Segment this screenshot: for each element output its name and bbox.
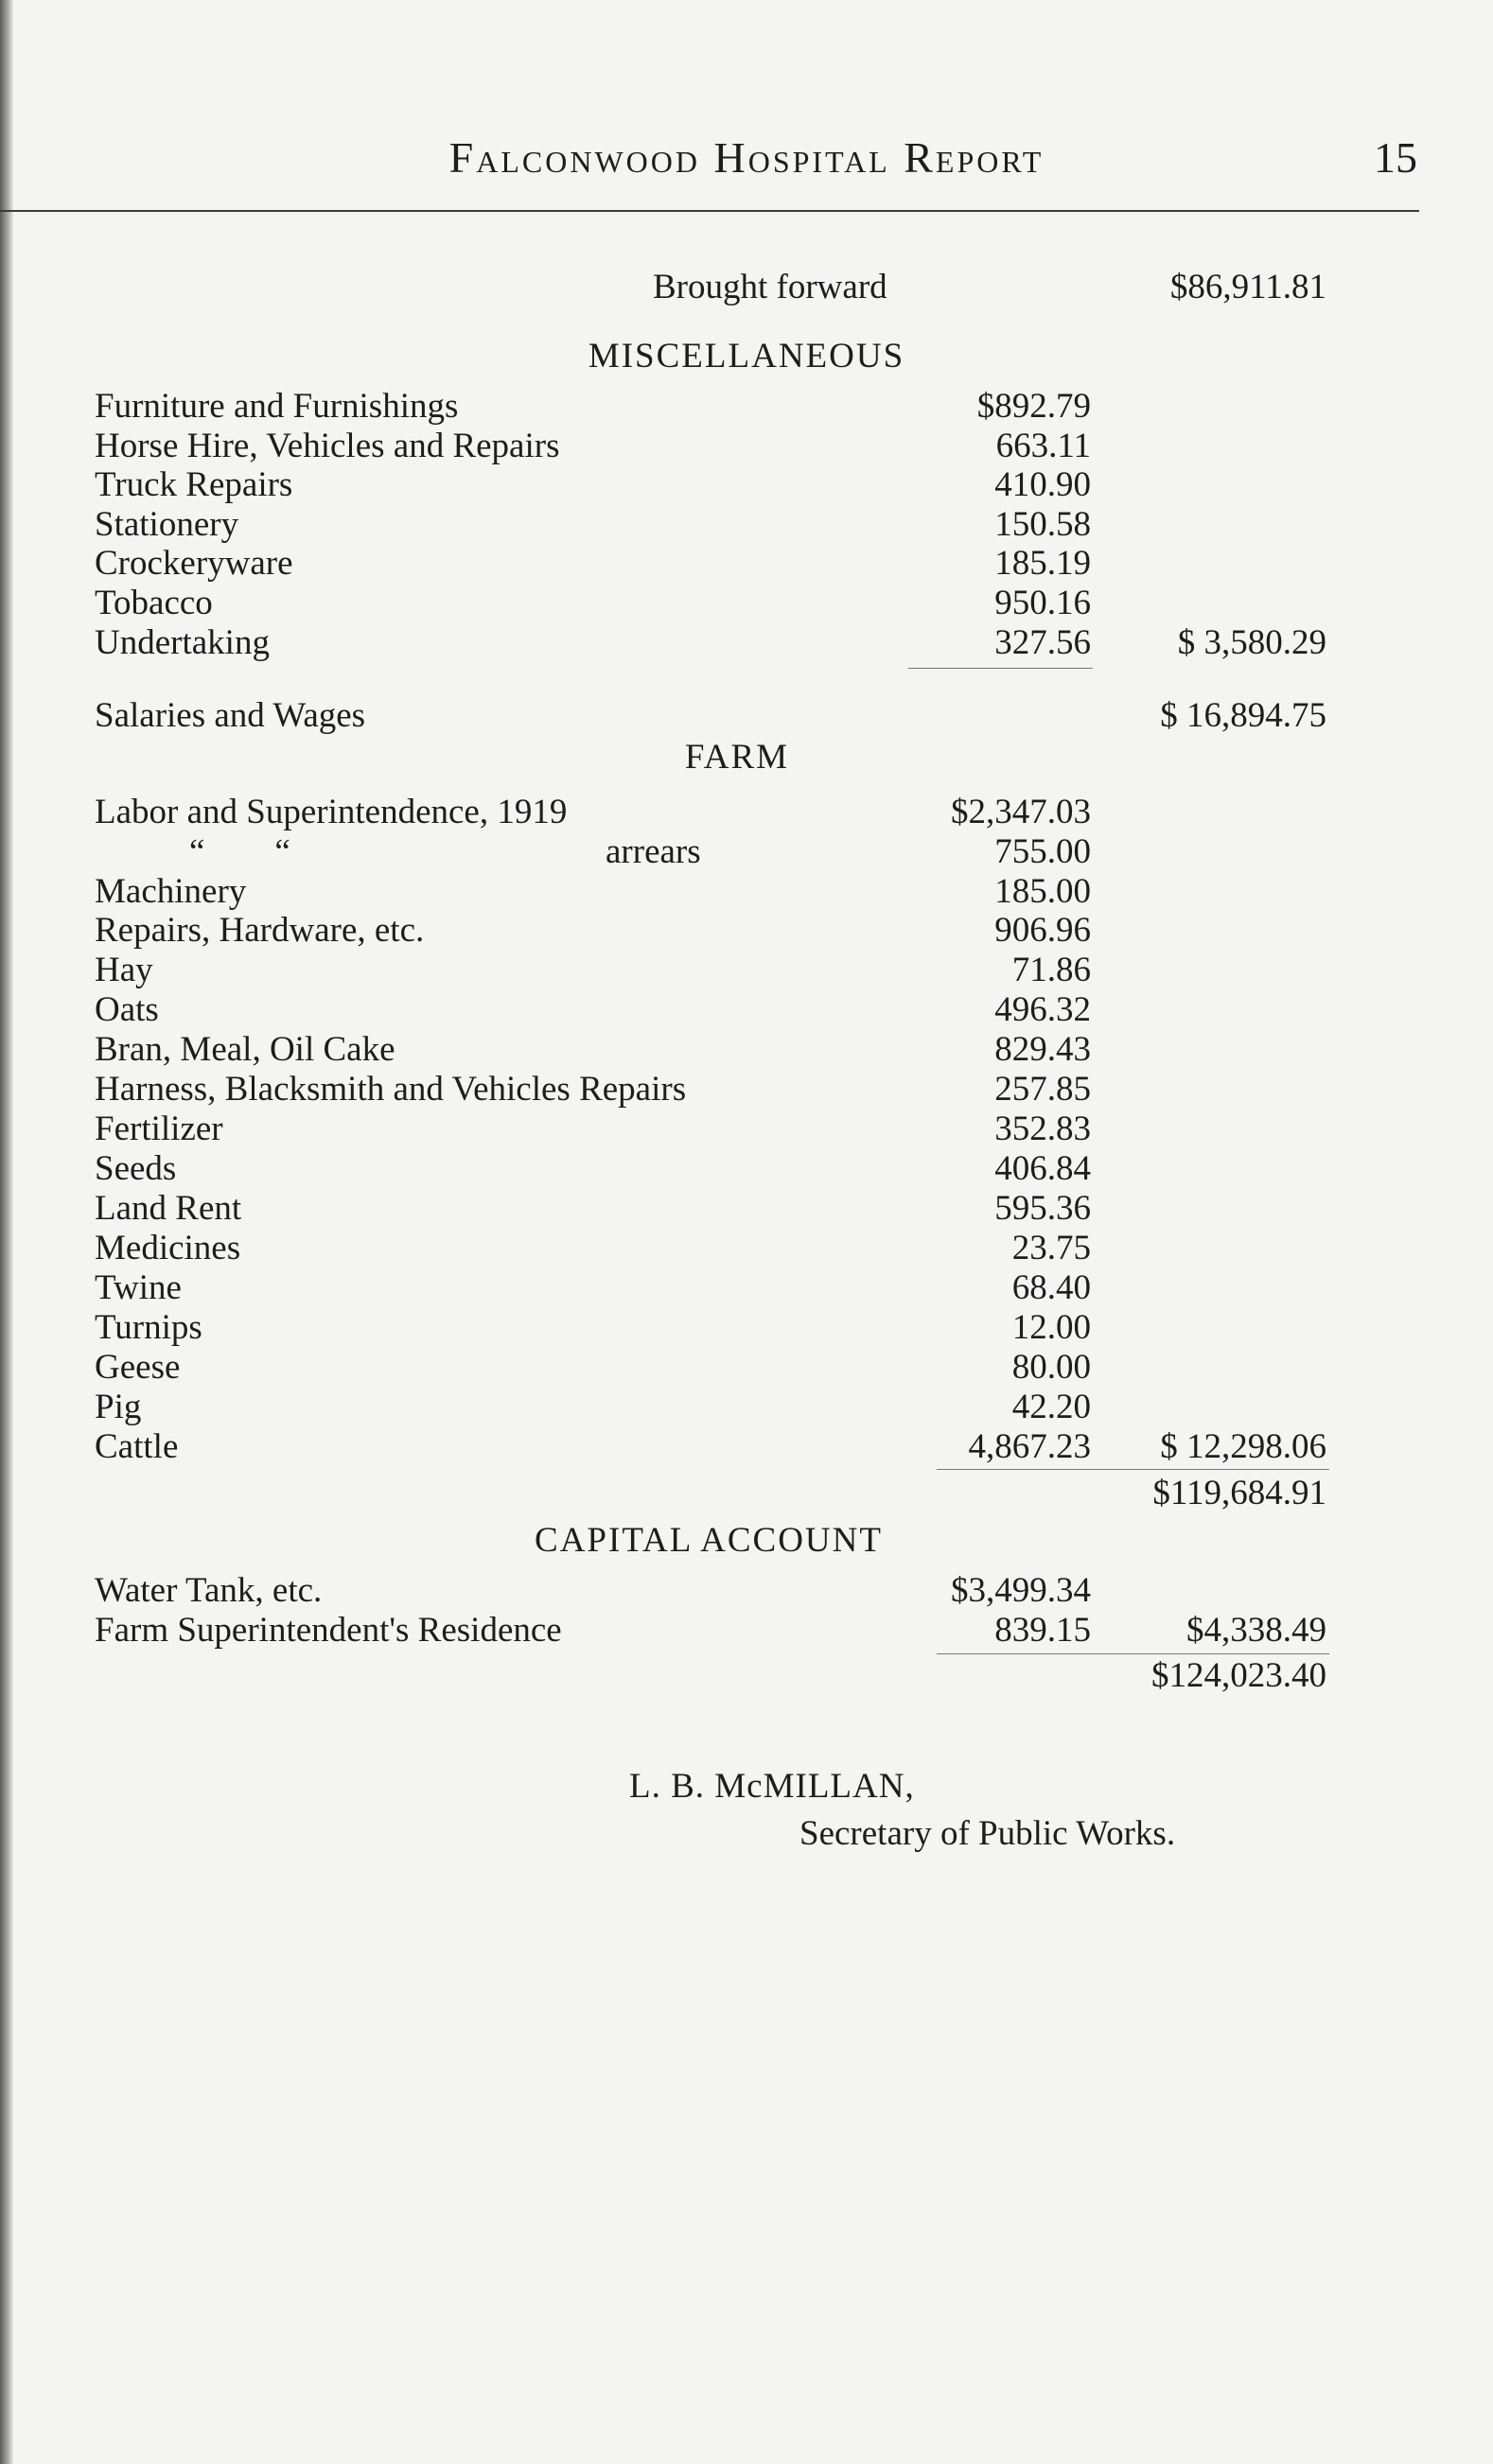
salaries-amount: $ 16,894.75: [1160, 696, 1326, 735]
farm-item-amount: 42.20: [1011, 1388, 1091, 1426]
capital-item-label: Water Tank, etc.: [95, 1571, 323, 1610]
misc-item-label: Furniture and Furnishings: [95, 387, 459, 426]
farm-item-label: Hay: [95, 951, 153, 989]
misc-item-label: Truck Repairs: [95, 465, 293, 504]
capital-sum-rule: [937, 1653, 1329, 1654]
farm-item-amount: 406.84: [994, 1149, 1091, 1188]
farm-item-label: Medicines: [95, 1229, 241, 1267]
misc-item-amount: 950.16: [994, 584, 1091, 622]
misc-item-amount: 185.19: [994, 544, 1091, 583]
misc-item-amount: 150.58: [994, 505, 1091, 544]
farm-item-amount: 80.00: [1011, 1348, 1091, 1387]
capital-total: $4,338.49: [1186, 1611, 1326, 1650]
farm-item-label: Cattle: [95, 1427, 179, 1466]
page-number: 15: [1374, 133, 1417, 182]
misc-item-amount: 327.56: [994, 623, 1091, 662]
misc-item-amount: $892.79: [976, 387, 1091, 426]
misc-item-amount: 663.11: [995, 427, 1091, 465]
farm-item-amount: 71.86: [1011, 951, 1091, 989]
running-total: $119,684.91: [1152, 1474, 1326, 1512]
farm-item-amount: 12.00: [1011, 1308, 1091, 1347]
farm-item-sublabel: arrears: [606, 832, 701, 871]
capital-heading: CAPITAL ACCOUNT: [535, 1521, 883, 1560]
farm-item-label: Bran, Meal, Oil Cake: [95, 1030, 395, 1069]
running-header: Falconwood Hospital Report: [448, 133, 1045, 182]
farm-item-amount: 68.40: [1011, 1268, 1091, 1307]
farm-total: $ 12,298.06: [1160, 1427, 1326, 1466]
farm-heading: FARM: [684, 738, 790, 777]
misc-sum-rule: [908, 668, 1093, 669]
farm-item-amount: 23.75: [1011, 1229, 1091, 1267]
capital-item-amount: $3,499.34: [951, 1571, 1091, 1610]
misc-item-label: Horse Hire, Vehicles and Repairs: [95, 427, 560, 465]
farm-item-amount: $2,347.03: [951, 793, 1091, 831]
brought-forward-amount: $86,911.81: [1169, 268, 1326, 306]
farm-item-amount: 906.96: [994, 911, 1091, 950]
farm-item-label: Repairs, Hardware, etc.: [95, 911, 425, 950]
farm-item-amount: 595.36: [994, 1189, 1091, 1228]
farm-item-label: Turnips: [95, 1308, 202, 1347]
grand-total: $124,023.40: [1151, 1656, 1326, 1695]
farm-item-label: Oats: [95, 990, 159, 1029]
misc-item-amount: 410.90: [994, 465, 1091, 504]
brought-forward-label: Brought forward: [653, 268, 887, 306]
farm-item-amount: 829.43: [994, 1030, 1091, 1069]
farm-item-label: Seeds: [95, 1149, 177, 1188]
misc-item-label: Undertaking: [95, 623, 270, 662]
farm-item-amount: 257.85: [994, 1070, 1091, 1109]
farm-item-label: Machinery: [95, 872, 247, 911]
ditto-marks: “ “: [189, 832, 290, 871]
misc-item-label: Crockeryware: [95, 544, 293, 583]
misc-heading: MISCELLANEOUS: [588, 337, 905, 376]
farm-item-label: Twine: [95, 1268, 182, 1307]
farm-item-label: Pig: [95, 1388, 142, 1426]
farm-item-amount: 4,867.23: [968, 1427, 1091, 1466]
farm-item-label: Labor and Superintendence, 1919: [95, 793, 568, 831]
misc-item-label: Tobacco: [95, 584, 213, 622]
misc-item-label: Stationery: [95, 505, 239, 544]
signatory-title: Secretary of Public Works.: [799, 1814, 1176, 1853]
farm-item-label: Geese: [95, 1348, 181, 1387]
salaries-label: Salaries and Wages: [95, 696, 366, 735]
farm-item-label: Land Rent: [95, 1189, 242, 1228]
farm-item-amount: 352.83: [994, 1110, 1091, 1148]
farm-item-amount: 496.32: [994, 990, 1091, 1029]
capital-item-label: Farm Superintendent's Residence: [95, 1611, 562, 1650]
farm-sum-rule: [937, 1469, 1329, 1470]
capital-item-amount: 839.15: [994, 1611, 1091, 1650]
farm-item-amount: 185.00: [994, 872, 1091, 911]
farm-item-label: Harness, Blacksmith and Vehicles Repairs: [95, 1070, 687, 1109]
farm-item-label: Fertilizer: [95, 1110, 223, 1148]
signatory-name: L. B. McMILLAN,: [629, 1767, 915, 1806]
farm-item-amount: 755.00: [994, 832, 1091, 871]
misc-total: $ 3,580.29: [1177, 623, 1326, 662]
header-rule: [0, 210, 1419, 212]
